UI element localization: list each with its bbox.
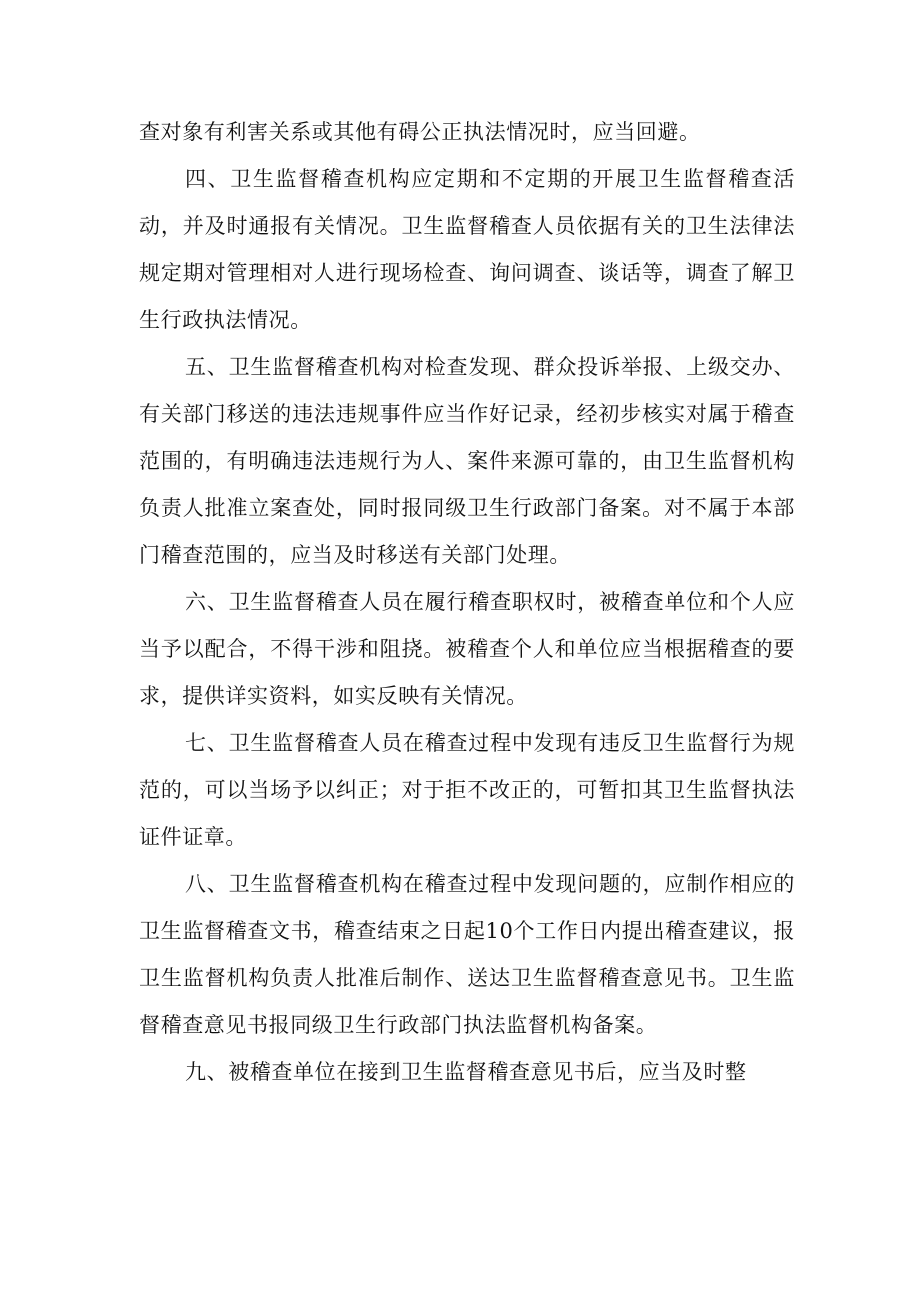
paragraph-item-6: 六、卫生监督稽查人员在履行稽查职权时，被稽查单位和个人应当予以配合，不得干涉和阻挠。被稽查个人和单位应当根据稽查的要求，提供详实资料，如实反映有关情况。 [139, 590, 795, 708]
document-body [139, 109, 795, 1096]
paragraph-item-8: 八、卫生监督稽查机构在稽查过程中发现问题的，应制作相应的卫生监督稽查文书，稽查结束之日起10个工作日内提出稽查建议，报卫生监督机构负责人批准后制作、送达卫生监督稽查意见书。卫生监督稽查意见书报同级卫生行政部门执法监督机构备案。 [139, 872, 795, 1037]
paragraph-item-7: 七、卫生监督稽查人员在稽查过程中发现有违反卫生监督行为规范的，可以当场予以纠正；对于拒不改正的，可暂扣其卫生监督执法证件证章。 [139, 731, 795, 849]
paragraph-item-9: 九、被稽查单位在接到卫生监督稽查意见书后，应当及时整 [185, 1060, 747, 1084]
paragraph-continuation: 查对象有利害关系或其他有碍公正执法情况时，应当回避。 [139, 120, 701, 144]
paragraph-item-5: 五、卫生监督稽查机构对检查发现、群众投诉举报、上级交办、有关部门移送的违法违规事件应当作好记录，经初步核实对属于稽查范围的，有明确违法违规行为人、案件来源可靠的，由卫生监督机构负责人批准立案查处，同时报同级卫生行政部门备案。对不属于本部门稽查范围的，应当及时移送有关部门处理。 [139, 355, 795, 567]
paragraph-item-4: 四、卫生监督稽查机构应定期和不定期的开展卫生监督稽查活动，并及时通报有关情况。卫生监督稽查人员依据有关的卫生法律法规定期对管理相对人进行现场检查、询问调查、谈话等，调查了解卫生行政执法情况。 [139, 167, 795, 332]
